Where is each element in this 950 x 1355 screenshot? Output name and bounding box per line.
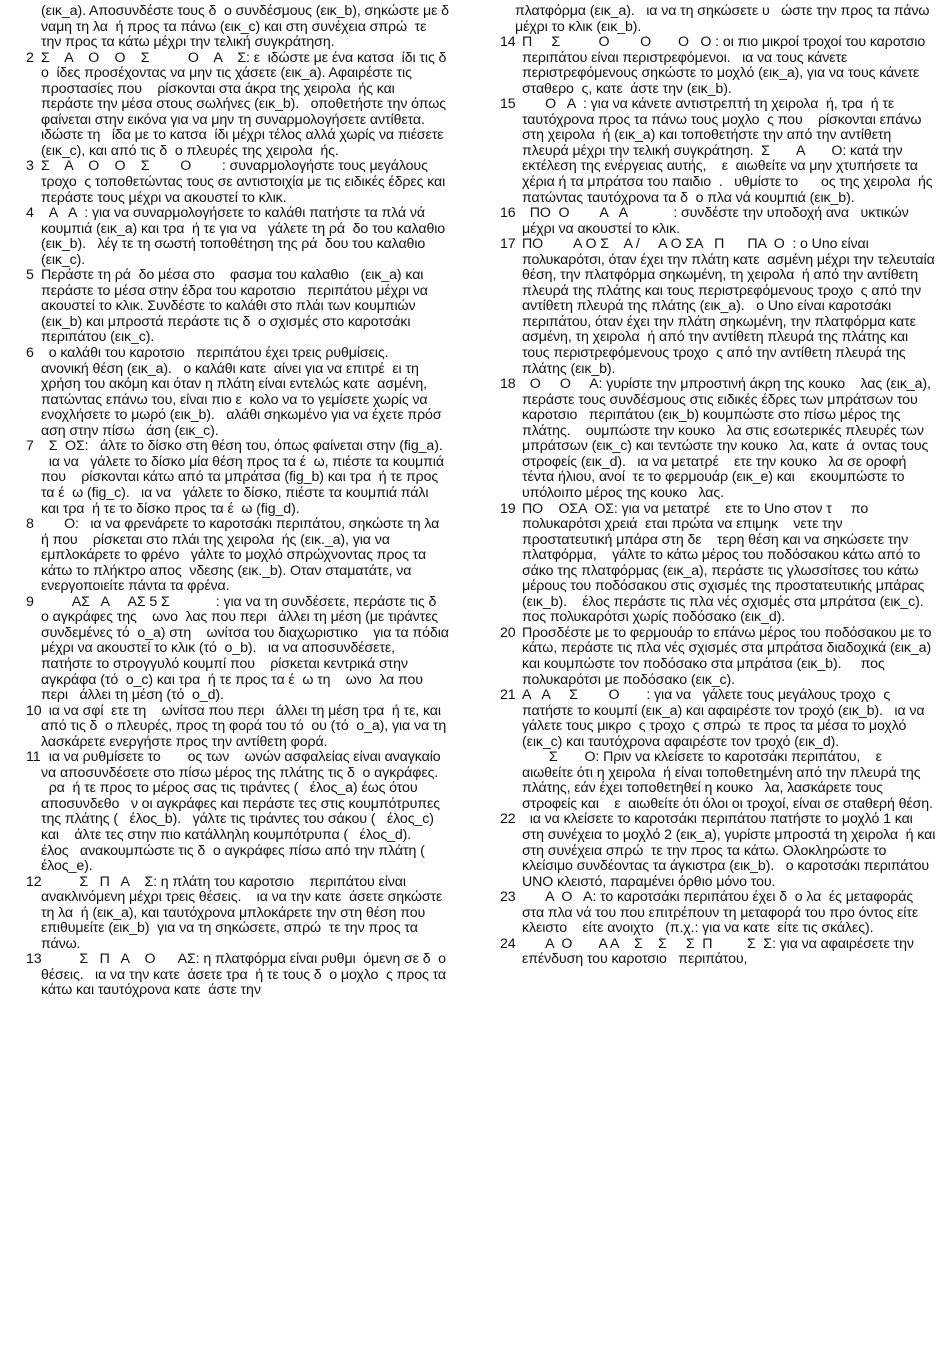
instruction-item-2 bbox=[26, 49, 455, 160]
instruction-item-18 bbox=[500, 377, 936, 501]
item-text: Ο Α : για να κάνετε αντιστρεπτή τη χειρολα ή, τρα ή τε ταυτόχρονα προς τα πάνω τους μοχλο ς που ρίσκονται επάνω στη χειρολα ή (εικ_a) και τοποθετήστε την από την αντίθετη πλευρά μέχρι την τελική συγκράτηση. Σ Α Ο: κατά την εκτέλεση της ενέργειας αυτής, ε αιωθείτε να μην χτυπήσετε τα χέρια ή τα μπράτσα του παιδιο . υθμίστε το ος της χειρολα ής πατώντας ταυτόχρονα τα δ ο πλα νά κουμπιά (εικ_b). bbox=[522, 96, 937, 206]
item-number: 4 bbox=[26, 205, 34, 222]
item-number: 21 bbox=[500, 687, 516, 704]
instruction-item-7 bbox=[26, 439, 450, 517]
item-text: Π Σ Ο Ο Ο Ο : οι πιο μικροί τροχοί του καροτσιο περιπάτου είναι περιστρεφόμενοι. ια να τους κάνετε περιστρεφόμενους σηκώστε το μοχλό (εικ_a), για να τους κάνετε σταθερο ς, κατε άστε την (εικ_b). bbox=[522, 34, 941, 97]
instruction-item-12 bbox=[26, 875, 450, 953]
item-number: 18 bbox=[500, 376, 516, 393]
instruction-item-10 bbox=[26, 704, 450, 751]
item-text: ια να ρυθμίσετε το ος των ωνών ασφαλείας είναι αναγκαίο να αποσυνδέσετε στο πίσω μέρος της πλάτης τις δ ο αγκράφες. ρα ή τε προς το μέρος σας τις τιράντες ( έλος_a) έως ότου αποσυνδεθο ν οι αγκράφες και περάστε τες στις κουμπότρυπες της πλάτης ( έλος_b). γάλτε τις τιράντες του σάκου ( έλος_c) και άλτε τες στην πιο κατάλληλη κουμπότρυπα ( έλος_d). έλος ανακουμπώστε τις δ ο αγκράφες πίσω από την πλάτη ( έλος_e). bbox=[41, 749, 441, 875]
item-number: 17 bbox=[500, 236, 516, 253]
item-text: Προσδέστε με το φερμουάρ το επάνω μέρος του ποδόσακου με το κάτω, περάστε τις πλα νές σχισμές στα μπράτσα διαδοχικά (εικ_a) και κουμπώστε τον ποδόσακο στα μπράτσα (εικ_b). πος πολυκαρότσι με ποδόσακο (εικ_c). bbox=[522, 624, 936, 688]
item-text: Περάστε τη ρά δο μέσα στο φασμα του καλαθιο (εικ_a) και περάστε το μέσα στην έδρα του καροτσιο περιπάτου μέχρι να ακουστεί το κλικ. Συνδέστε το καλάθι στο πλάι των κουμπιών (εικ_b) και μπροστά περάστε τις δ ο σχισμές στο καροτσάκι περιπάτου (εικ_c). bbox=[41, 267, 432, 346]
item-text: ΠΟ ΟΣΑ ΟΣ: για να μετατρέ ετε το Uno στον τ πο πολυκαρότσι χρειά εται πρώτα να επιμηκ νετε την προστατευτική μπάρα στη δε τερη θέση και να σηκώσετε την πλατφόρμα, γάλτε το κάτω μέρος του ποδόσακου κάτω από το σάκο της πλατφόρμας (εικ_a), περάστε τις γλωσσίτσες του κάτω μέρους του ποδόσακου στις σχισμές της προστατευτικής μπάρας (εικ_b). έλος περάστε τις πλα νές σχισμές στα μπράτσα (εικ_c). πος πολυκαρότσι χωρίς ποδόσακο (εικ_d). bbox=[522, 500, 943, 626]
item-text: Α Α Σ Ο : για να γάλετε τους μεγάλους τροχο ς πατήστε το κουμπί (εικ_a) και αφαιρέστε τον τροχό (εικ_b). ια να γάλετε τους μικρο ς τροχο ς σπρώ τε προς τα μέσα το μοχλό (εικ_c) και ταυτόχρονα αφαιρέστε τον τροχό (εικ_d). Σ Ο: Πριν να κλείσετε το καροτσάκι περιπάτου, ε αιωθείτε ότι η χειρολα ή είναι τοποθετημένη από την πλευρά της πλάτης, εάν έχει τοποθετηθεί η κουκο λα, λασκάρετε τους στροφείς και ε αιωθείτε ότι όλοι οι τροχοί, είναι σε σταθερή θέση. bbox=[522, 687, 933, 812]
item-text: ο καλάθι του καροτσιο περιπάτου έχει τρεις ρυθμίσεις. ανονική θέση (εικ_a). ο καλάθι κατε αίνει για να επιτρέ ει τη χρήση του ακόμη και όταν η πλάτη είναι εντελώς κατε ασμένη, πατώντας επάνω του, είναι πιο ε κολο να το γεμίσετε χωρίς να ενοχλήσετε το μωρό (εικ_b). αλάθι σηκωμένο για να έχετε πρόσ αση στην πίσω άση (εικ_c). bbox=[41, 345, 450, 439]
item-number: 12 bbox=[26, 873, 42, 890]
item-text: ια να κλείσετε το καροτσάκι περιπάτου πατήστε το μοχλό 1 και στη συνέχεια το μοχλό 2 (εικ_a), γυρίστε μπροστά τη χειρολα ή και στη συνέχεια σπρώ τε την προς τα κάτω. Ολοκληρώστε το κλείσιμο συνδέοντας τα άγκιστρα (εικ_b). ο καροτσάκι περιπάτου UNO κλειστό, παραμένει όρθιο μόνο του. bbox=[522, 811, 940, 890]
item-number: 8 bbox=[26, 516, 34, 533]
instruction-item-9 bbox=[26, 593, 453, 704]
instruction-item-16 bbox=[500, 206, 936, 237]
instruction-item-23 bbox=[500, 890, 936, 937]
instruction-item-11 bbox=[26, 750, 450, 874]
item-number: 20 bbox=[500, 624, 516, 641]
item-number: 23 bbox=[500, 889, 516, 906]
item-number: 7 bbox=[26, 438, 34, 455]
item-number: 10 bbox=[26, 702, 42, 719]
instruction-item-15 bbox=[500, 97, 936, 206]
item-text: Σ ΟΣ: άλτε το δίσκο στη θέση του, όπως φαίνεται στην (fig_a). ια να γάλετε το δίσκο μία θέση προς τα έ ω, πιέστε τα κουμπιά που ρίσκονται κάτω από τα μπράτσα (fig_b) και τρα ή τε προς τα έ ω (fig_c). ια να γάλετε το δίσκο, πιέστε τα κουμπιά πάλι και τρα ή τε το δίσκο προς τα έ ω (fig_d). bbox=[41, 438, 444, 517]
instruction-item-4 bbox=[26, 205, 457, 268]
item-number: 14 bbox=[500, 34, 516, 51]
item-number: 22 bbox=[500, 811, 516, 828]
right-column-lead: πλατφόρμα (εικ_a). ια να τη σηκώσετε υ ώστε την προς τα πάνω μέχρι το κλικ (εικ_b). bbox=[515, 3, 934, 35]
item-number: 19 bbox=[500, 500, 516, 517]
item-text: ια να σφί ετε τη ωνίτσα που περι άλλει τη μέση τρα ή τε, και από τις δ ο πλευρές, προς τη φορά του τό ου (τό o_a), για να τη λασκάρετε ενεργήστε προς την αντίθετη φορά. bbox=[41, 702, 451, 750]
left-column bbox=[26, 3, 457, 999]
item-text: Α Ο Α Α Σ Σ Σ Π Σ Σ: για να αφαιρέσετε την επένδυση του καροτσιο περιπάτου, bbox=[522, 935, 918, 968]
item-text: ΠΟ Α Ο Σ Α / Α Ο ΣΑ Π ΠΑ Ο : ο Uno είναι πολυκαρότσι, όταν έχει την πλάτη κατε ασμένη μέχρι την τελευταία θέση, την πλατφόρμα σηκωμένη, τη χειρολα ή από την αντίθετη πλευρά της πλάτης και τους περιστρεφόμενους τροχο ς από την αντίθετη πλευρά της πλάτης (εικ_a). ο Uno είναι καροτσάκι περιπάτου, όταν έχει την πλάτη σηκωμένη, την πλατφόρμα κατε ασμένη, τη χειρολα ή από την αντίθετη πλευρά της πλάτης και τους περιστρεφόμενους τροχο ς από την αντίθετη πλευρά της πλάτης (εικ_b). bbox=[522, 236, 939, 377]
instruction-item-6 bbox=[26, 346, 450, 439]
item-text: Ο: ια να φρενάρετε το καροτσάκι περιπάτου, σηκώστε τη λα ή που ρίσκεται στο πλάι της χειρολα ής (εικ._a), για να εμπλοκάρετε το φρένο γάλτε το μοχλό σπρώχνοντας προς τα κάτω το πλήκτρο απος νδεσης (εικ._b). Οταν σταματάτε, να ενεργοποιείτε πάντα τα φρένα. bbox=[41, 516, 447, 595]
instruction-item-24 bbox=[500, 937, 936, 968]
instruction-item-14 bbox=[500, 34, 941, 97]
item-number: 24 bbox=[500, 935, 516, 952]
right-column bbox=[500, 3, 943, 968]
item-number: 6 bbox=[26, 345, 34, 362]
item-text: Α Ο Α: το καροτσάκι περιπάτου έχει δ ο λα ές μεταφοράς στα πλα νά του που επιτρέπουν τη μεταφορά του προ όντος είτε κλειστο είτε ανοιχτο (π.χ.: για να κατε είτε τις σκάλες). bbox=[522, 889, 922, 937]
instruction-item-3 bbox=[26, 159, 450, 206]
item-text: Σ Π Α Σ: η πλάτη του καροτσιο περιπάτου είναι ανακλινόμενη μέχρι τρεις θέσεις. ια να την κατε άσετε σηκώστε τη λα ή (εικ_a), και ταυτόχρονα μπλοκάρετε την στη θέση που επιθυμείτε (εικ_b) για να τη σηκώσετε, σπρώ τε την προς τα πάνω. bbox=[41, 873, 447, 952]
item-number: 16 bbox=[500, 205, 516, 222]
instruction-item-21 bbox=[500, 688, 936, 812]
item-number: 9 bbox=[26, 593, 34, 610]
item-text: ΠΟ Ο Α Α : συνδέστε την υποδοχή ανα υκτικών μέχρι να ακουστεί το κλικ. bbox=[522, 205, 913, 237]
instruction-item-17 bbox=[500, 236, 939, 377]
instruction-item-5 bbox=[26, 268, 450, 346]
item-number: 13 bbox=[26, 951, 42, 968]
item-number: 3 bbox=[26, 158, 34, 175]
item-number: 11 bbox=[26, 749, 41, 766]
item-text: Ο Ο Α: γυρίστε την μπροστινή άκρη της κουκο λας (εικ_a), περάστε τους συνδέσμους στις ειδικές έδρες των μπράτσων του καροτσιο περιπάτου (εικ_b) κουμπώστε στο πίσω μέρος της πλάτης. ουμπώστε την κουκο λα στις εσωτερικές πλευρές των μπράτσων (εικ_c) και τεντώστε την κουκο λα, κατε ά οντας τους στροφείς (εικ_d). ια να μετατρέ ετε την κουκο λα σε οροφή τέντα ήλιου, ανοί τε το φερμουάρ (εικ_e) και εκουμπώστε το υπόλοιπο μέρος της κουκο λας. bbox=[522, 376, 935, 501]
instruction-item-22 bbox=[500, 811, 940, 890]
item-number: 5 bbox=[26, 267, 34, 284]
item-text: Σ Π Α Ο ΑΣ: η πλατφόρμα είναι ρυθμι όμενη σε δ ο θέσεις. ια να την κατε άσετε τρα ή τε τους δ ο μοχλο ς προς τα κάτω και ταυτόχρονα κατε άστε την bbox=[41, 951, 450, 999]
item-number: 2 bbox=[26, 49, 34, 66]
instruction-item-20 bbox=[500, 626, 936, 688]
item-text: Σ Α Ο Ο Σ Ο : συναρμολογήστε τους μεγάλους τροχο ς τοποθετώντας τους σε αντιστοιχία με τις ειδικές έδρες και περάστε τους μέχρι να ακουστεί το κλικ. bbox=[41, 158, 450, 206]
instruction-item-19 bbox=[500, 500, 943, 626]
instruction-item-8 bbox=[26, 517, 450, 595]
left-column-lead: (εικ_a). Αποσυνδέστε τους δ ο συνδέσμους (εικ_b), σηκώστε με δ ναμη τη λα ή προς τα πάνω (εικ_c) και στη συνέχεια σπρώ τε την προς τα κάτω μέχρι την τελική συγκράτηση. bbox=[41, 3, 457, 51]
instruction-item-13 bbox=[26, 952, 450, 999]
item-number: 15 bbox=[500, 96, 516, 113]
item-text: ΑΣ Α ΑΣ 5 Σ : για να τη συνδέσετε, περάστε τις δ ο αγκράφες της ωνο λας που περι άλλει τη μέση (με τιράντες συνδεμένες τό o_a) στη ωνίτσα του διαχωριστικο για τα πόδια μέχρι να ακουστεί το κλικ (τό o_b). ια να αποσυνδέσετε, πατήστε το στρογγυλό κουμπί που ρίσκεται κεντρικά στην αγκράφα (τό o_c) και τρα ή τε προς τα έ ω τη ωνο λα που περι άλλει τη μέση (τό o_d). bbox=[41, 593, 453, 704]
item-text: Σ Α Ο Ο Σ Ο Α Σ: ε ιδώστε με ένα κατσα ίδι τις δ ο ίδες προσέχοντας να μην τις χάσετε (εικ_a). Αφαιρέστε τις προστασίες που ρίσκονται στα άκρα της χειρολα ής και περάστε την μέσα στους σωλήνες (εικ_b). οποθετήστε την όπως φαίνεται στην εικόνα για να μην τη συναρμολογήσετε αντίθετα. ιδώστε τη ίδα με το κατσα ίδι μέχρι τέλος αλλά χωρίς να πιέσετε (εικ_c), και από τις δ ο πλευρές της χειρολα ής. bbox=[41, 49, 455, 159]
item-text: Α Α : για να συναρμολογήσετε το καλάθι πατήστε τα πλά νά κουμπιά (εικ_a) και τρα ή τε για να γάλετε τη ρά δο του καλαθιο (εικ_b). λέγ τε τη σωστή τοποθέτηση της ρά δου του καλαθιο (εικ_c). bbox=[41, 205, 457, 268]
